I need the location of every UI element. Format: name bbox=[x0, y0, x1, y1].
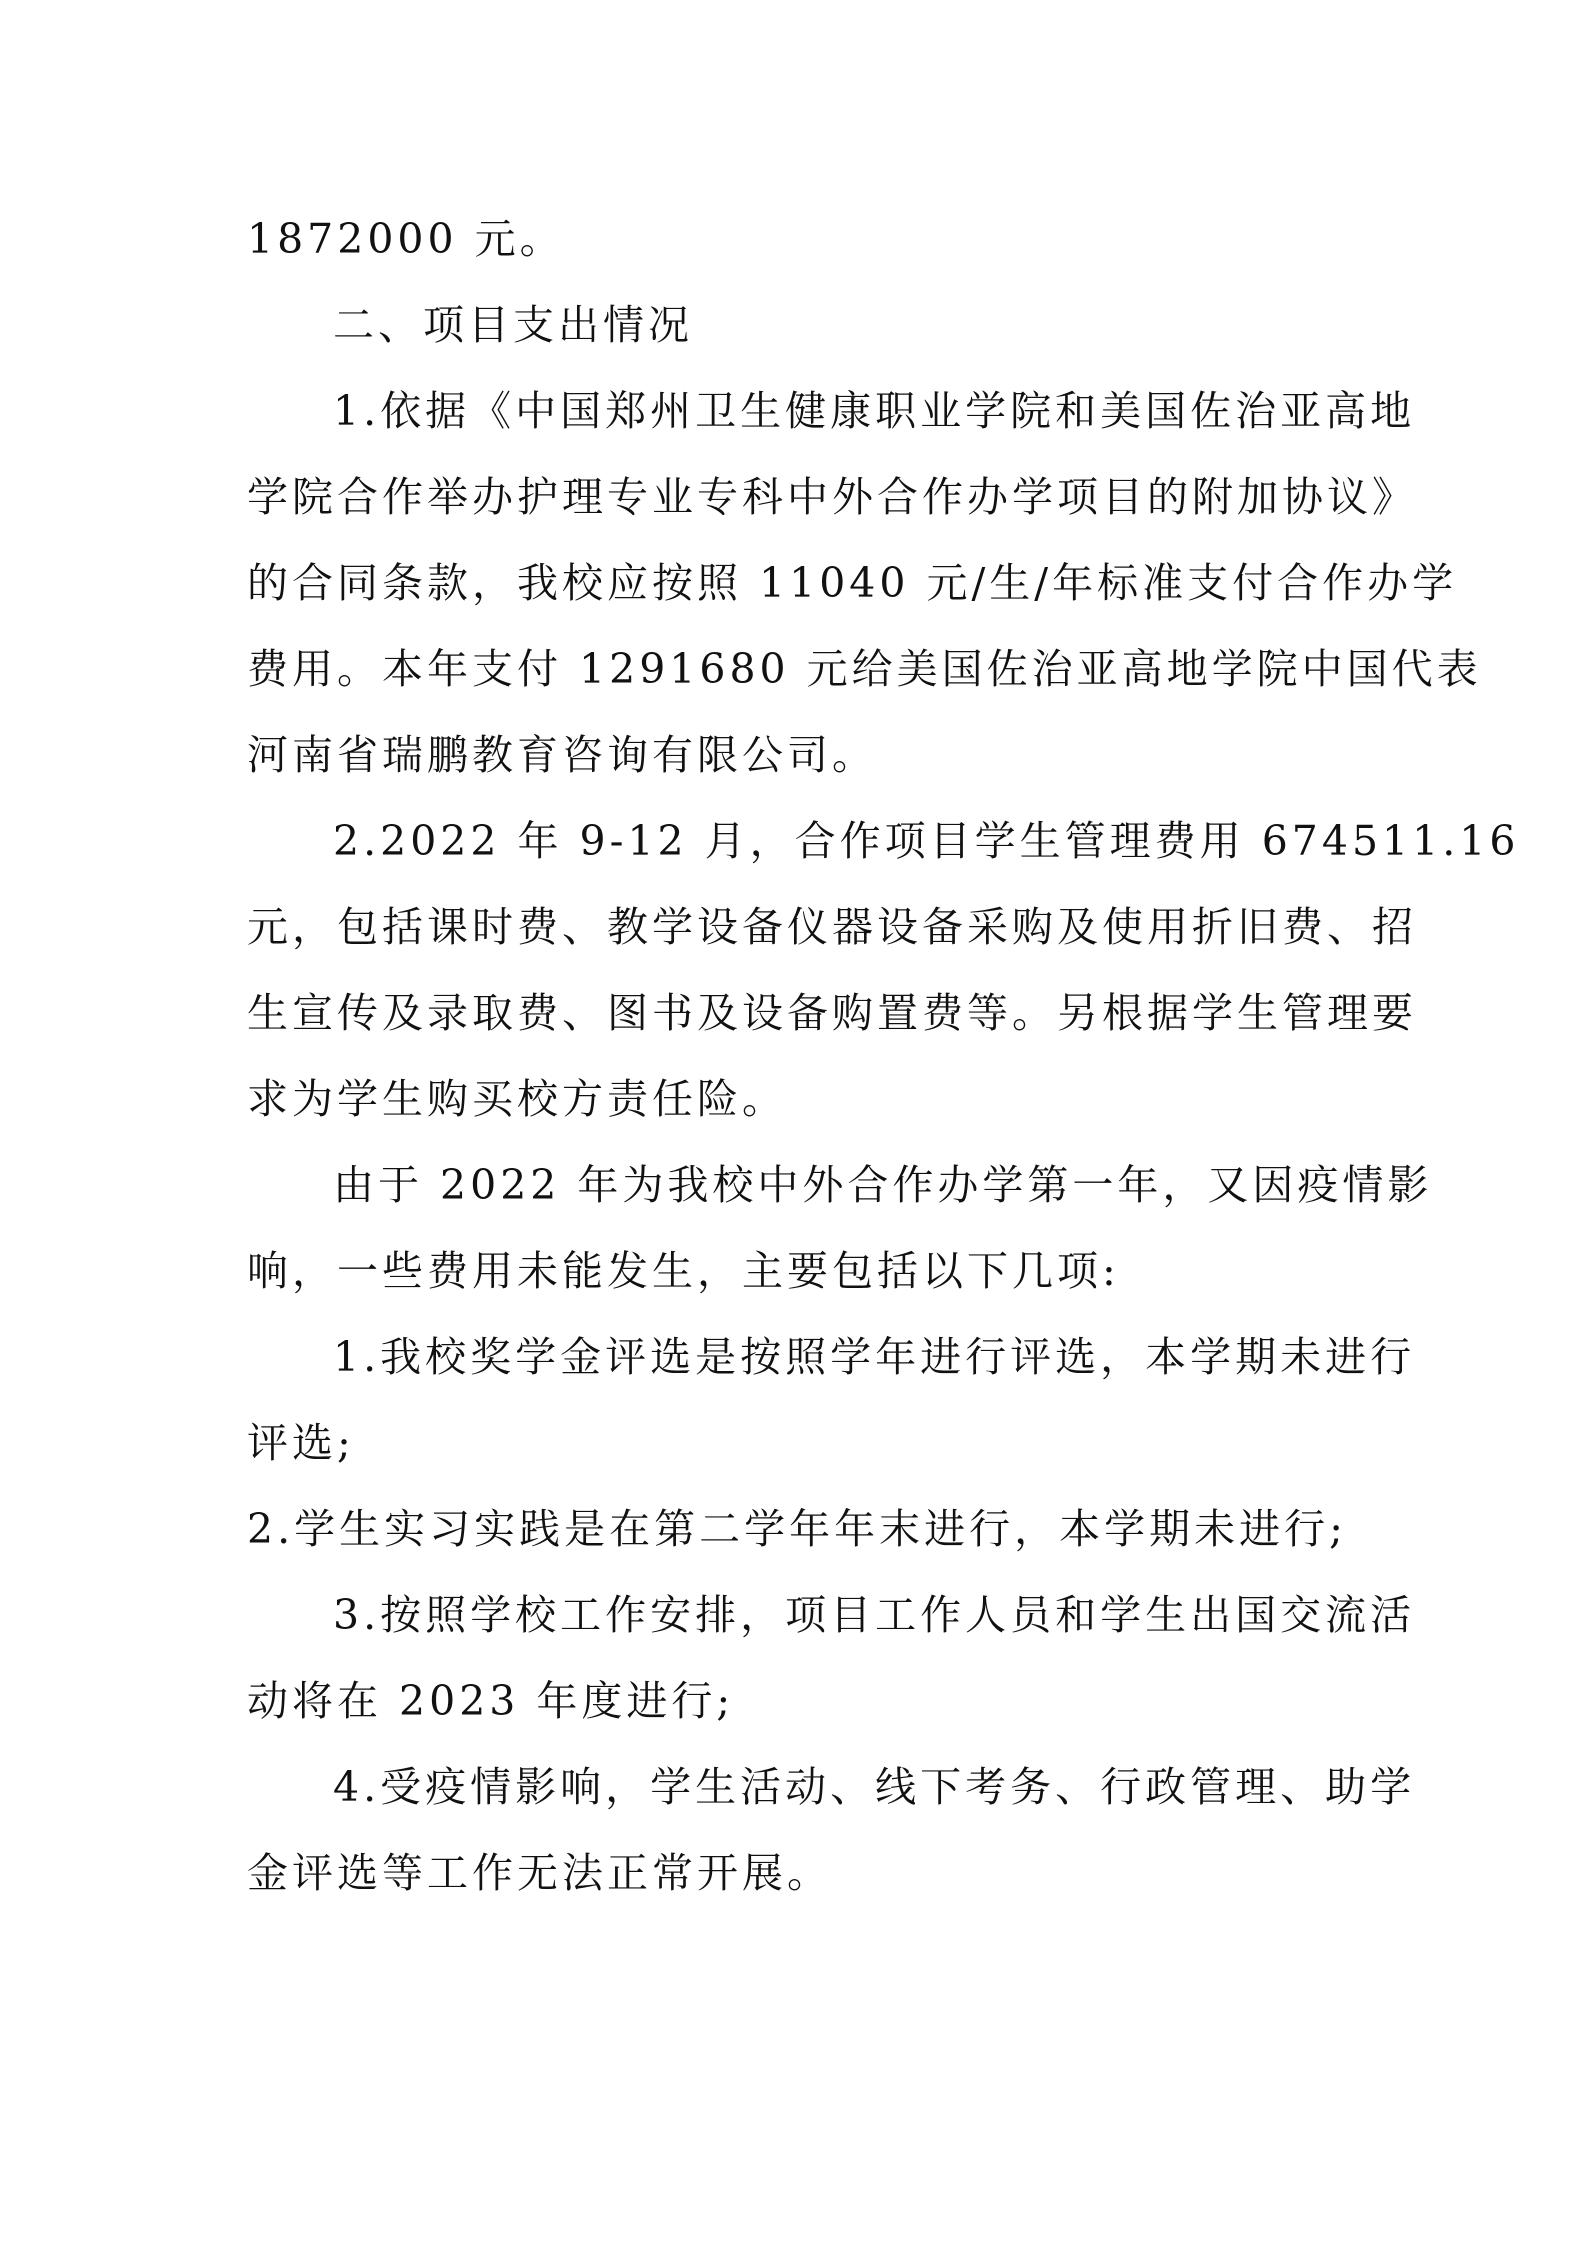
list-item-line: 金评选等工作无法正常开展。 bbox=[247, 1849, 832, 1897]
list-item-line: 3.按照学校工作安排，项目工作人员和学生出国交流活 bbox=[333, 1591, 1416, 1639]
document-body bbox=[247, 196, 1520, 1916]
section-heading: 二、项目支出情况 bbox=[333, 301, 693, 349]
paragraph-line: 响，一些费用未能发生，主要包括以下几项: bbox=[247, 1247, 1120, 1295]
paragraph-line: 元，包括课时费、教学设备仪器设备采购及使用折旧费、招 bbox=[247, 903, 1417, 951]
paragraph-line: 学院合作举办护理专业专科中外合作办学项目的附加协议》 bbox=[247, 473, 1417, 521]
paragraph-line: 求为学生购买校方责任险。 bbox=[247, 1075, 787, 1123]
paragraph-line: 2.2022 年 9-12 月，合作项目学生管理费用 674511.16 bbox=[333, 817, 1520, 865]
list-item-line: 动将在 2023 年度进行; bbox=[247, 1677, 735, 1725]
paragraph-line: 费用。本年支付 1291680 元给美国佐治亚高地学院中国代表 bbox=[247, 645, 1482, 693]
list-item-line: 1.我校奖学金评选是按照学年进行评选，本学期未进行 bbox=[333, 1333, 1416, 1381]
list-item-line: 4.受疫情影响，学生活动、线下考务、行政管理、助学 bbox=[333, 1763, 1416, 1811]
paragraph-line: 河南省瑞鹏教育咨询有限公司。 bbox=[247, 731, 877, 779]
paragraph-line: 由于 2022 年为我校中外合作办学第一年，又因疫情影 bbox=[333, 1161, 1433, 1209]
paragraph-line: 1.依据《中国郑州卫生健康职业学院和美国佐治亚高地 bbox=[333, 387, 1416, 435]
list-item-line: 评选; bbox=[247, 1419, 355, 1467]
list-item-line: 2.学生实习实践是在第二学年年末进行，本学期未进行; bbox=[247, 1505, 1347, 1553]
paragraph-line: 的合同条款，我校应按照 11040 元/生/年标准支付合作办学 bbox=[247, 559, 1458, 607]
amount-line: 1872000 元。 bbox=[247, 215, 565, 263]
paragraph-line: 生宣传及录取费、图书及设备购置费等。另根据学生管理要 bbox=[247, 989, 1417, 1037]
